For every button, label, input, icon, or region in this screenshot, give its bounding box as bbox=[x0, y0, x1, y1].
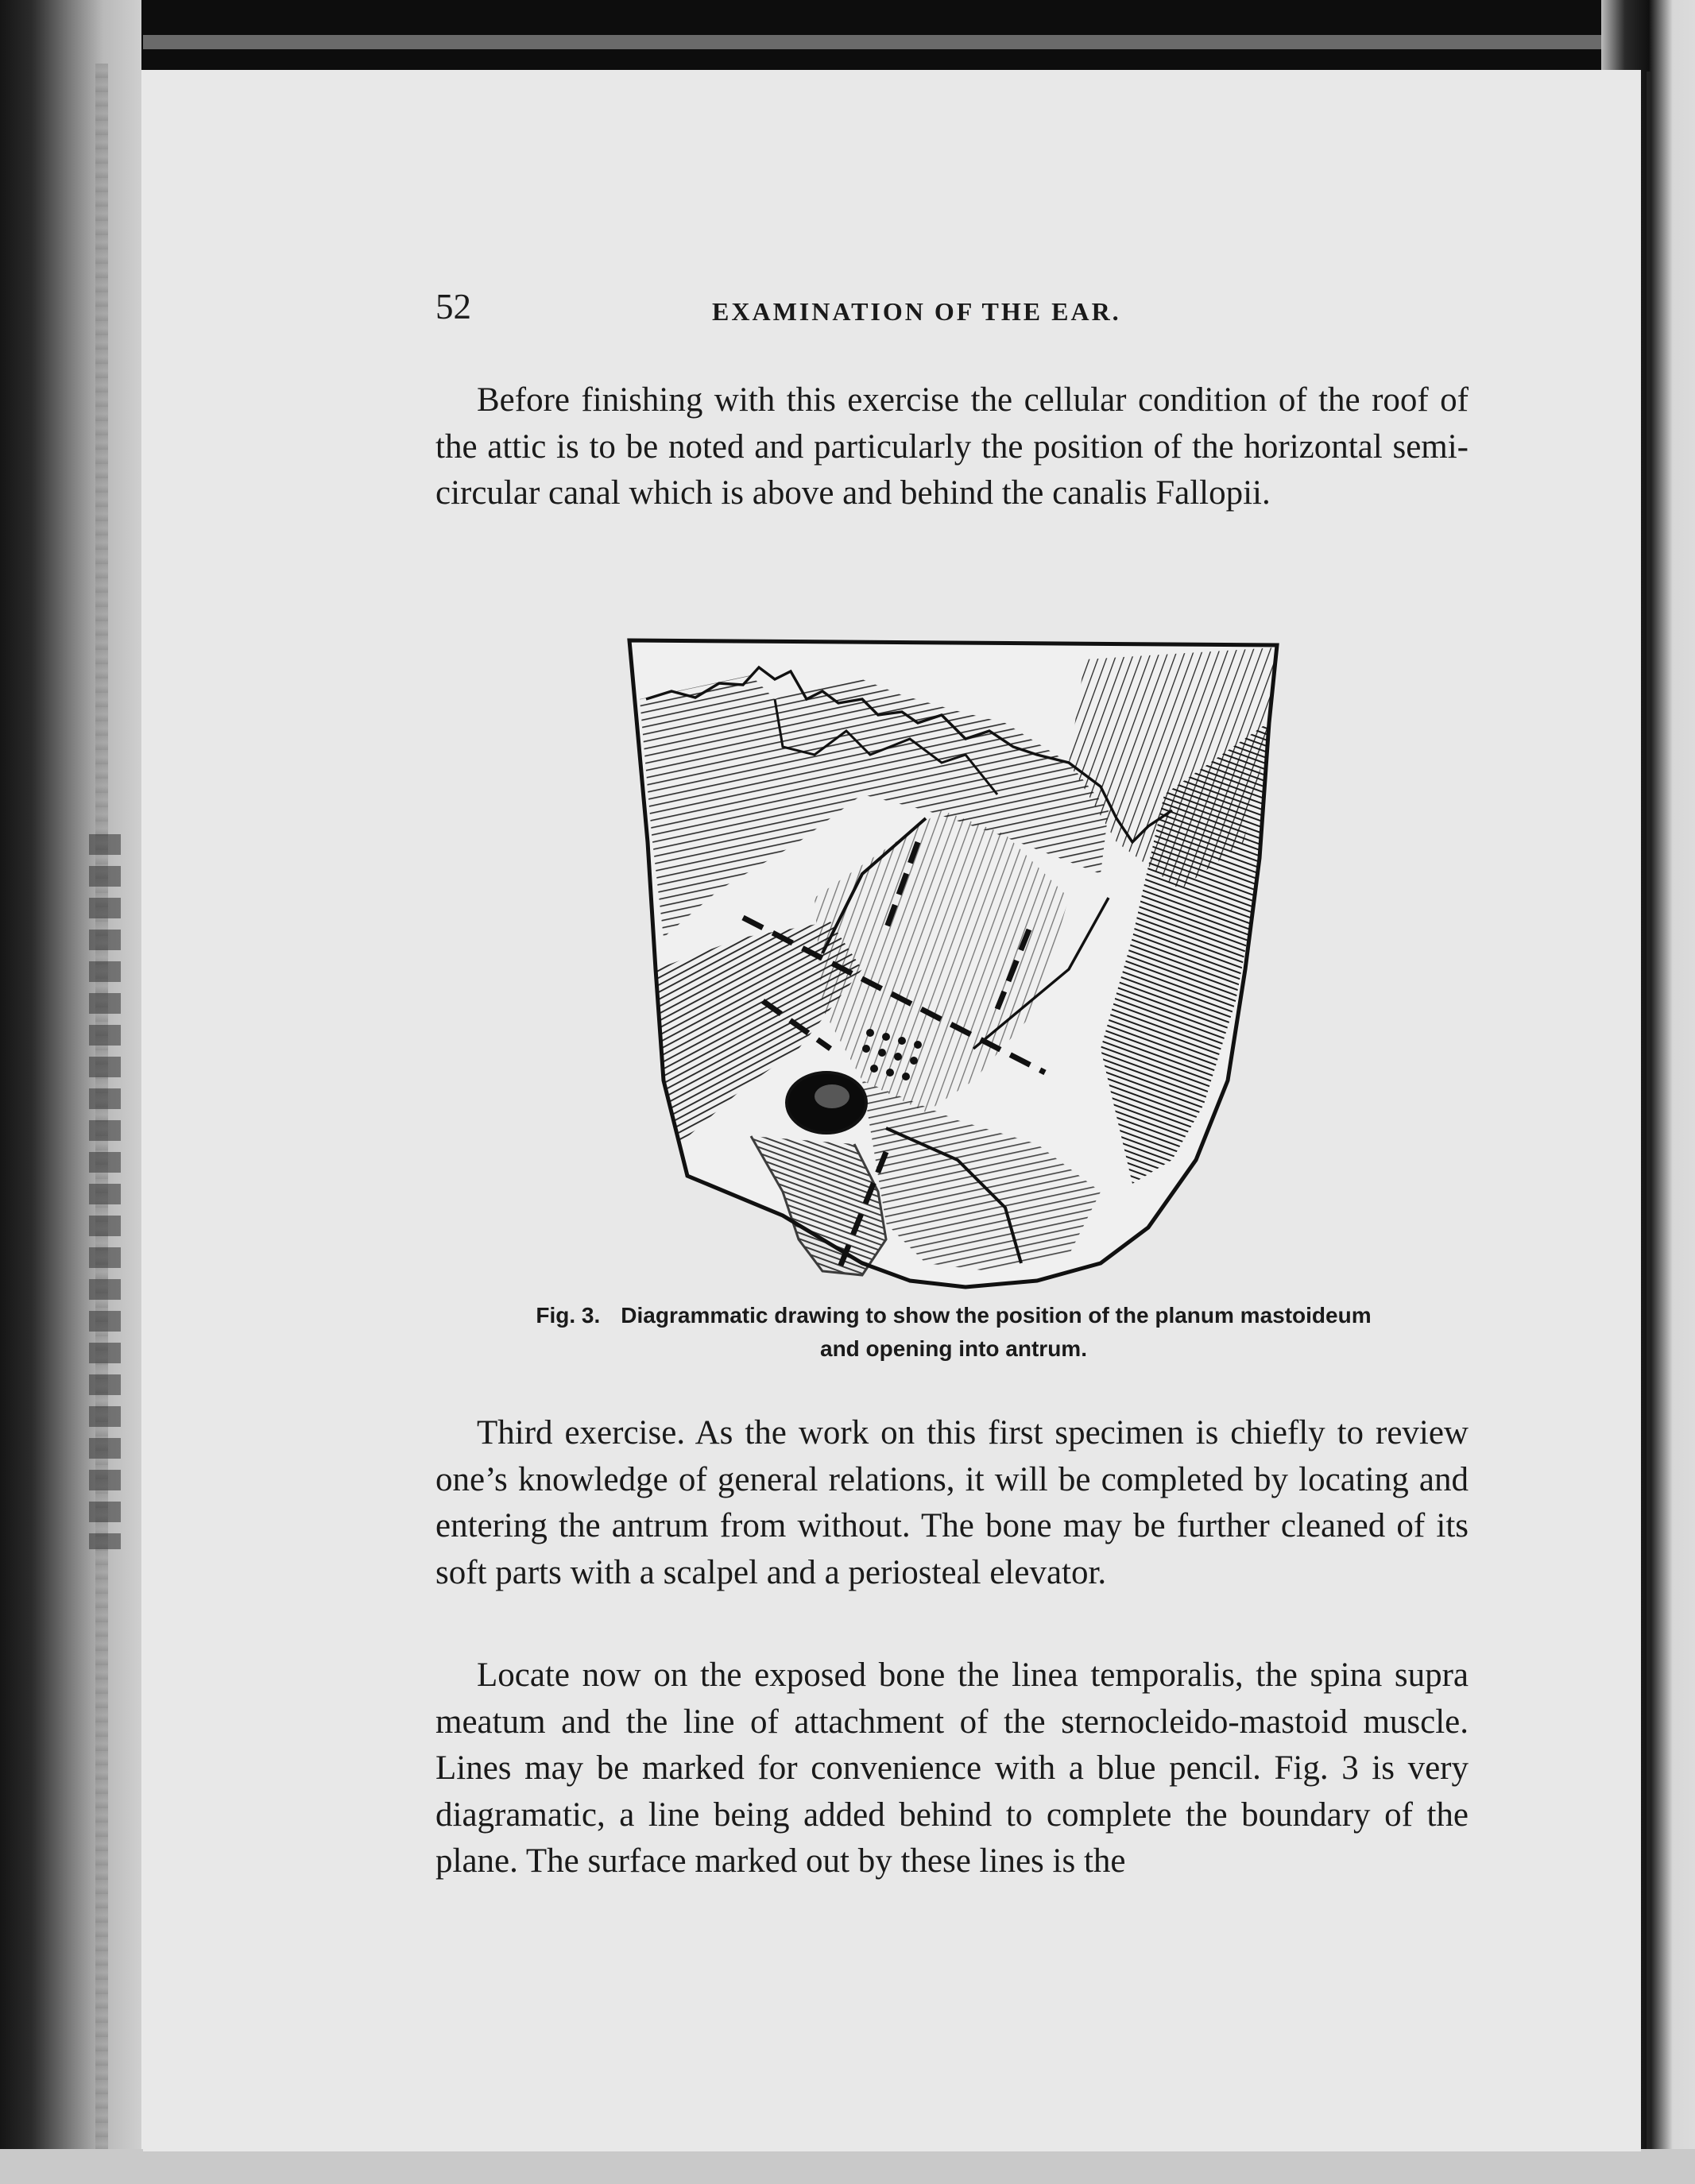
paragraph-third-exercise-text: Third exercise. As the work on this first specimen is chiefly to review one’s knowledge of general relations, it will be completed by locating and entering the antrum from without. The bone may be further cleaned of its soft parts with a scalpel and a periosteal elevator. bbox=[435, 1414, 1469, 1591]
figure-mastoid-drawing bbox=[624, 636, 1283, 1295]
paragraph-attic bbox=[435, 377, 1469, 517]
figure-label: Fig. 3. bbox=[536, 1303, 601, 1328]
spine-stamp bbox=[89, 834, 121, 1549]
scan-top-strip bbox=[143, 35, 1653, 49]
scan-bottom-border bbox=[0, 2149, 1695, 2184]
paragraph-locate bbox=[435, 1652, 1469, 1885]
page-header bbox=[435, 286, 1469, 342]
mastoid-illustration bbox=[624, 636, 1283, 1295]
figure-caption-text: Diagrammatic drawing to show the position of the planum mastoideum and opening into antrum. bbox=[621, 1303, 1372, 1361]
scan-right-line bbox=[1647, 72, 1651, 2153]
running-head: EXAMINATION OF THE EAR. bbox=[712, 297, 1121, 326]
figure-caption bbox=[517, 1299, 1391, 1366]
paragraph-locate-text: Locate now on the exposed bone the linea temporalis, the spina supra meatum and the line of attachment of the sternocleido-mastoid muscle. Lines may be marked for convenience with a blue pencil. Fig. 3 is very diagramatic, a line being added behind to complete the boundary of the plane. The surface marked out by these lines is the bbox=[435, 1656, 1469, 1880]
paragraph-third-exercise bbox=[435, 1410, 1469, 1596]
paragraph-attic-text: Before finishing with this exercise the cellular condition of the roof of the attic is to be noted and particularly the position of the horizontal semi-circular canal which is above and behind the canalis Fallopii. bbox=[435, 381, 1469, 512]
page-number: 52 bbox=[435, 287, 471, 327]
